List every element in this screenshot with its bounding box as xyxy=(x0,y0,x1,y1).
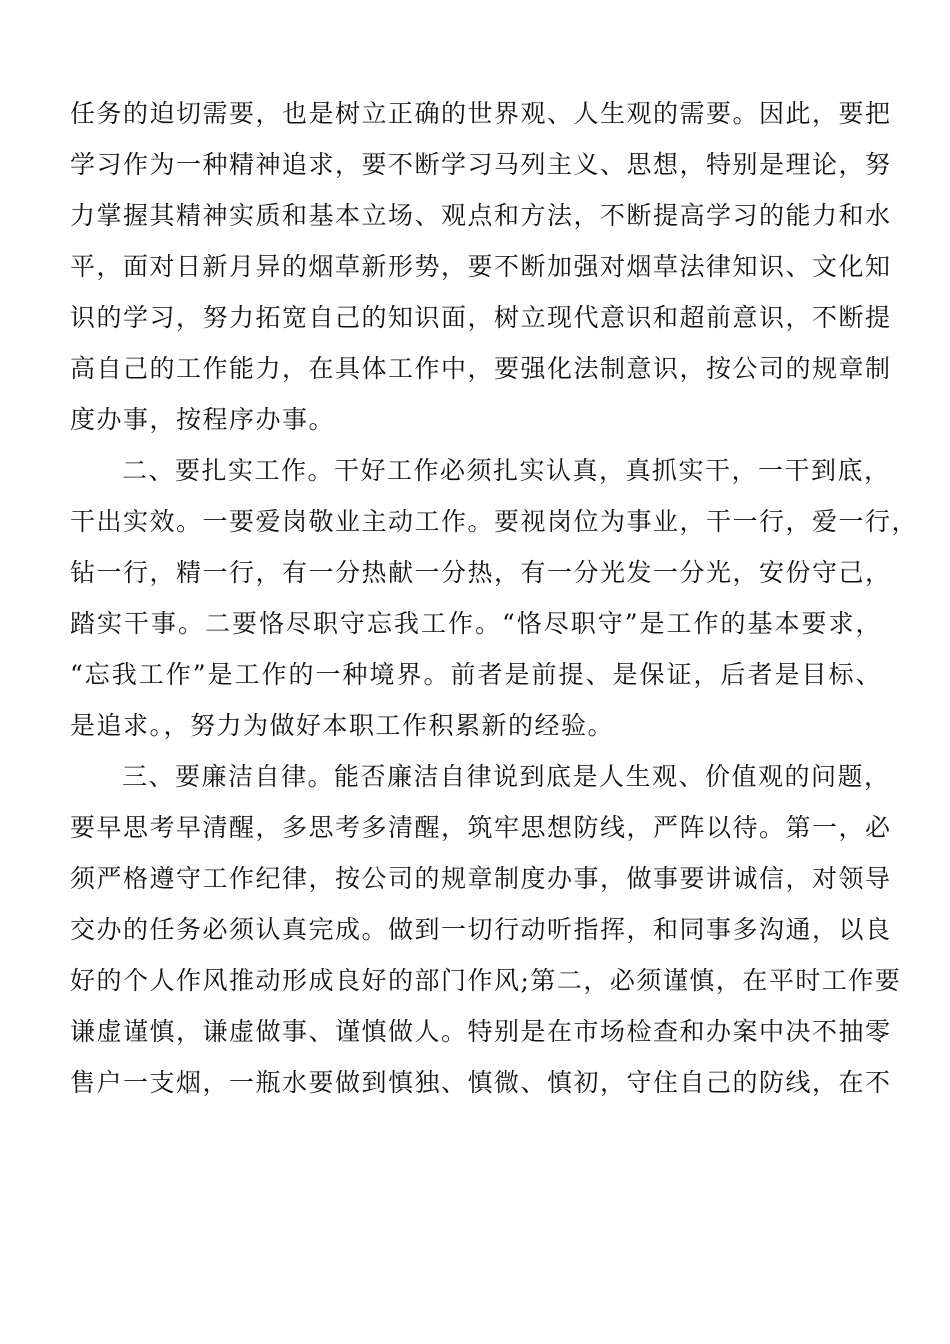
paragraph-study xyxy=(70,88,892,445)
text-line: 识的学习，努力拓宽自己的知识面，树立现代意识和超前意识，不断提 xyxy=(70,303,892,332)
paragraph-solid-work xyxy=(70,445,919,751)
text-line: 好的个人作风推动形成良好的部门作风;第二，必须谨慎，在平时工作要 xyxy=(70,966,902,995)
text-line: 踏实干事。二要恪尽职守忘我工作。“恪尽职守”是工作的基本要求， xyxy=(70,609,882,638)
text-line: “忘我工作”是工作的一种境界。前者是前提、是保证，后者是目标、 xyxy=(70,660,882,689)
document-page xyxy=(70,88,919,1108)
text-line: 高自己的工作能力，在具体工作中，要强化法制意识，按公司的规章制 xyxy=(70,354,892,383)
text-line: 度办事，按程序办事。 xyxy=(70,405,336,434)
text-line: 平，面对日新月异的烟草新形势，要不断加强对烟草法律知识、文化知 xyxy=(70,252,892,281)
text-line: 力掌握其精神实质和基本立场、观点和方法，不断提高学习的能力和水 xyxy=(70,201,892,230)
text-line: 须严格遵守工作纪律，按公司的规章制度办事，做事要讲诚信，对领导 xyxy=(70,864,892,893)
text-line: 钻一行，精一行，有一分热献一分热，有一分光发一分光，安份守己， xyxy=(70,558,892,587)
text-line: 三、要廉洁自律。能否廉洁自律说到底是人生观、价值观的问题， xyxy=(122,762,891,791)
text-line: 任务的迫切需要，也是树立正确的世界观、人生观的需要。因此，要把 xyxy=(70,99,892,128)
text-line: 售户一支烟，一瓶水要做到慎独、慎微、慎初，守住自己的防线，在不 xyxy=(70,1068,892,1097)
text-line: 交办的任务必须认真完成。做到一切行动听指挥，和同事多沟通，以良 xyxy=(70,915,892,944)
paragraph-integrity xyxy=(70,751,902,1108)
text-line: 要早思考早清醒，多思考多清醒，筑牢思想防线，严阵以待。第一，必 xyxy=(70,813,892,842)
text-line: 干出实效。一要爱岗敬业主动工作。要视岗位为事业，干一行，爱一行， xyxy=(70,507,919,536)
text-line: 二、要扎实工作。干好工作必须扎实认真，真抓实干，一干到底， xyxy=(122,456,891,485)
text-line: 谦虚谨慎，谦虚做事、谨慎做人。特别是在市场检查和办案中决不抽零 xyxy=(70,1017,892,1046)
text-line: 学习作为一种精神追求，要不断学习马列主义、思想，特别是理论，努 xyxy=(70,150,892,179)
text-line: 是追求。，努力为做好本职工作积累新的经验。 xyxy=(70,711,615,740)
